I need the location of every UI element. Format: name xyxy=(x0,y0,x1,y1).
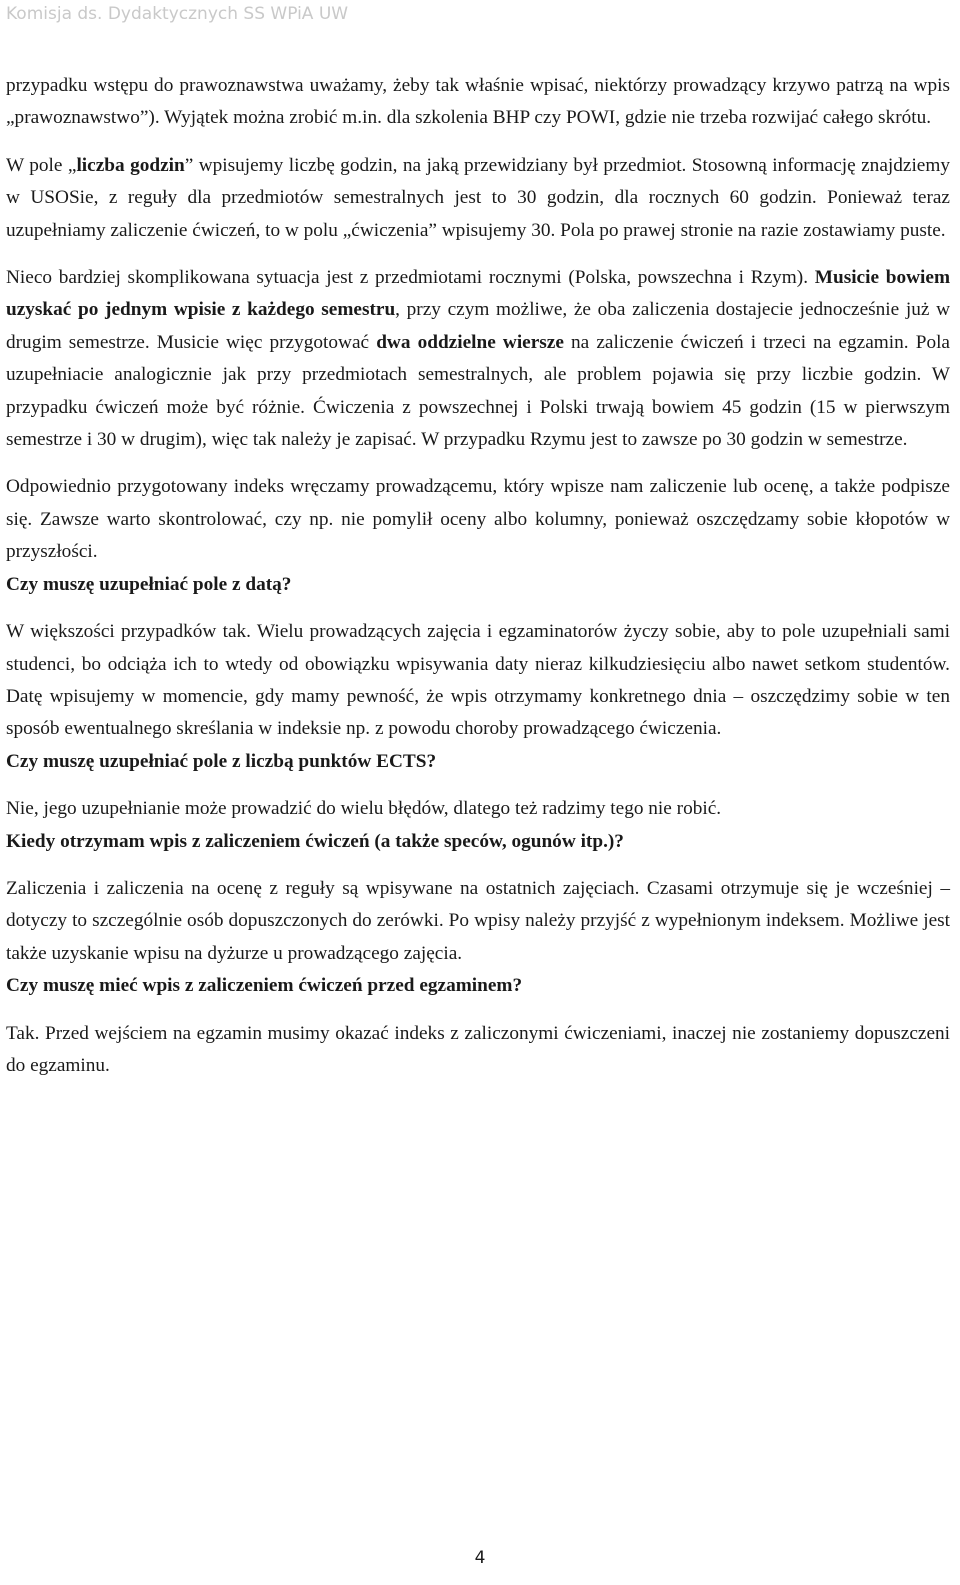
page-number: 4 xyxy=(474,1548,486,1568)
paragraph xyxy=(6,262,950,456)
paragraph xyxy=(6,873,950,970)
header-title: Komisja ds. Dydaktycznych SS WPiA UW xyxy=(6,4,349,24)
section-heading xyxy=(6,970,950,1002)
paragraph xyxy=(6,793,950,825)
paragraph xyxy=(6,616,950,746)
text-run: przypadku wstępu do prawoznawstwa uważamy, żeby tak właśnie wpisać, niektórzy prowadzący krzywo patrzą na wpis „prawoznawstwo”). Wyjątek można zrobić m.in. dla szkolenia BHP czy POWI, gdzie nie trzeba rozwijać całego skrótu. xyxy=(6,75,950,129)
text-run: Nie, jego uzupełnianie może prowadzić do wielu błędów, dlatego też radzimy tego nie robić. xyxy=(6,798,722,820)
paragraph xyxy=(6,471,950,568)
text-run: W pole „ xyxy=(6,154,77,176)
text-run: Tak. Przed wejściem na egzamin musimy okazać indeks z zaliczonymi ćwiczeniami, inaczej nie zostaniemy dopuszczeni do egzaminu. xyxy=(6,1022,950,1076)
paragraph xyxy=(6,1018,950,1083)
text-run: Czy muszę uzupełniać pole z datą? xyxy=(6,573,292,595)
paragraph xyxy=(6,150,950,247)
text-run: W większości przypadków tak. Wielu prowadzących zajęcia i egzaminatorów życzy sobie, aby to pole uzupełniali sami studenci, bo odciąża ich to wtedy od obowiązku wpisywania daty nieraz kilkudziesięciu albo nawet setkom studentów. Datę wpisujemy w momencie, gdy mamy pewność, że wpis otrzymamy konkretnego dnia – oszczędzimy sobie w ten sposób ewentualnego skreślania w indeksie np. z powodu choroby prowadzącego ćwiczenia. xyxy=(6,621,950,740)
text-run: ” wpisujemy liczbę godzin, na jaką przewidziany był przedmiot. Stosowną informację znajdziemy w USOSie, z reguły dla przedmiotów semestralnych jest to 30 godzin, dla rocznych 60 godzin. Ponieważ teraz uzupełniamy zaliczenie ćwiczeń, to w polu „ćwiczenia” wpisujemy 30. Pola po prawej stronie na razie zostawiamy puste. xyxy=(6,154,950,241)
text-run: Zaliczenia i zaliczenia na ocenę z reguły są wpisywane na ostatnich zajęciach. Czasami otrzymuje się je wcześniej – dotyczy to szczególnie osób dopuszczonych do zerówki. Po wpisy należy przyjść z wypełnionym indeksem. Możliwe jest także uzyskanie wpisu na dyżurze u prowadzącego zajęcia. xyxy=(6,877,950,964)
text-run: na zaliczenie ćwiczeń i trzeci na egzamin. Pola uzupełniacie analogicznie jak przy przedmiotach semestralnych, ale problem pojawia się przy liczbie godzin. W przypadku ćwiczeń może być różnie. Ćwiczenia z powszechnej i Polski trwają bowiem 45 godzin (15 w pierwszym semestrze i 30 w drugim), więc tak należy je zapisać. W przypadku Rzymu jest to zawsze po 30 godzin w semestrze. xyxy=(6,331,950,451)
bold-text: liczba godzin xyxy=(76,154,185,176)
text-run: , przy czym możliwe, że oba zaliczenia dostajecie jednocześnie już w drugim semestrze. Musicie więc przygotować xyxy=(6,299,950,353)
section-heading xyxy=(6,569,950,601)
paragraph xyxy=(6,70,950,135)
text-run: Nieco bardziej skomplikowana sytuacja jest z przedmiotami rocznymi (Polska, powszechna i Rzym). xyxy=(6,267,815,289)
bold-text: dwa oddzielne wiersze xyxy=(376,331,564,353)
text-run: Czy muszę mieć wpis z zaliczeniem ćwiczeń przed egzaminem? xyxy=(6,975,523,997)
page-header xyxy=(0,0,960,32)
text-run: Kiedy otrzymam wpis z zaliczeniem ćwiczeń (a także speców, ogunów itp.)? xyxy=(6,830,624,852)
section-heading xyxy=(6,826,950,858)
section-heading xyxy=(6,746,950,778)
bold-text: Musicie bowiem uzyskać po jednym wpisie z każdego semestru xyxy=(6,267,951,321)
text-run: Czy muszę uzupełniać pole z liczbą punktów ECTS? xyxy=(6,750,437,772)
document-body xyxy=(6,70,950,1082)
text-run: Odpowiednio przygotowany indeks wręczamy prowadzącemu, który wpisze nam zaliczenie lub ocenę, a także podpisze się. Zawsze warto skontrolować, czy np. nie pomylił oceny albo kolumny, ponieważ oszczędzamy sobie kłopotów w przyszłości. xyxy=(6,476,950,563)
